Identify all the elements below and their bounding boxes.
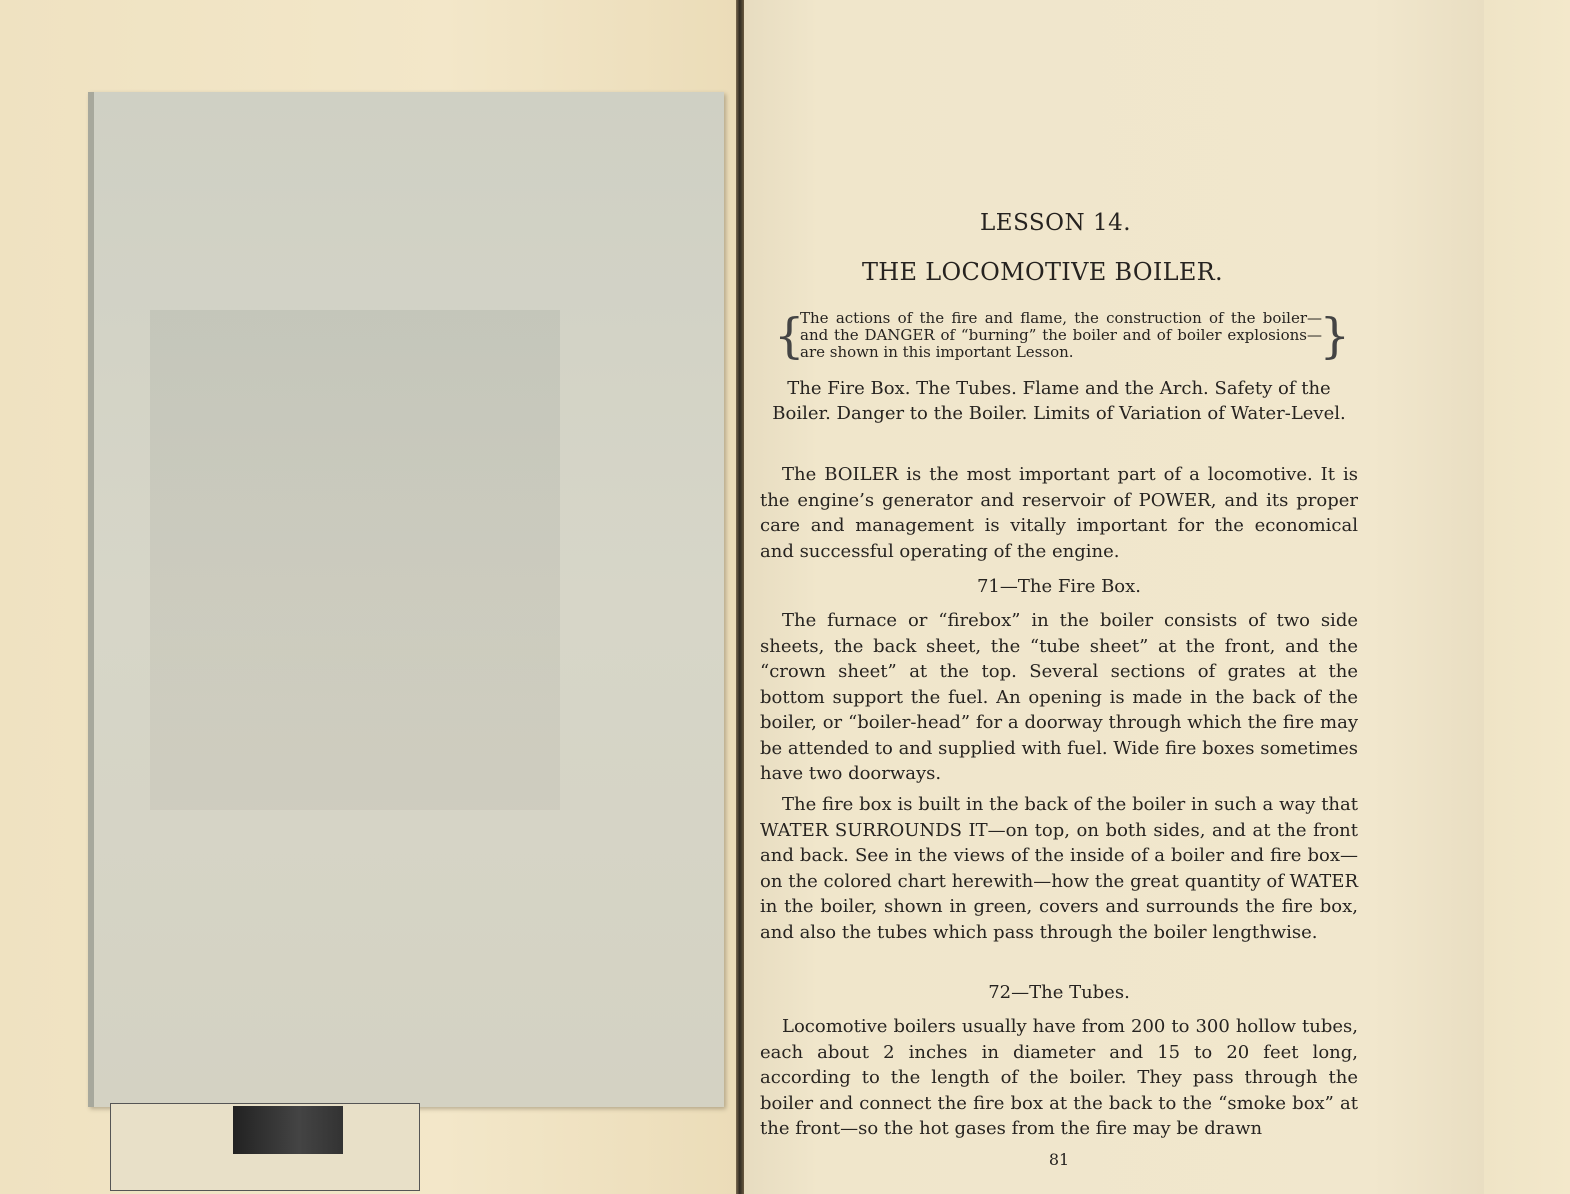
right-brace: }	[1319, 308, 1350, 364]
topics-line: The Fire Box. The Tubes. Flame and the Arch. Safety of the Boiler. Danger to the Boiler. Limits of Variation of Water-Level.	[772, 378, 1346, 424]
section-71-paragraph-2: The fire box is built in the back of the boiler in such a way that WATER SURROUNDS IT—on top, on both sides, and at the front and back. See in the views of the inside of a boiler and fire box—on the colored chart herewith—how the great quantity of WATER in the boiler, shown in green, covers and surrounds the fire box, and also the tubes which pass through the boiler lengthwise.	[760, 794, 1358, 943]
summary-note-text: The actions of the fire and flame, the construction of the boiler—and the DANGER of “burning” the boiler and of boiler explosions—are shown in this important Lesson.	[800, 309, 1322, 361]
left-brace: {	[774, 308, 805, 364]
book-spine	[736, 0, 744, 1194]
section-72-paragraph-1: Locomotive boilers usually have from 200 to 300 hollow tubes, each about 2 inches in diameter and 15 to 20 feet long, according to the length of the boiler. They pass through the boiler and connect the fire box at the back to the “smoke box” at the front—so the hot gases from the fire may be drawn	[760, 1016, 1358, 1139]
section-heading-71: 71—The Fire Box.	[976, 576, 1142, 597]
faded-illustration	[150, 310, 560, 810]
section-71-paragraph-1: The furnace or “firebox” in the boiler consists of two side sheets, the back sheet, the “tube sheet” at the front, and the “crown sheet” at the top. Several sections of grates at the bottom support the fuel. An opening is made in the back of the boiler, or “boiler-head” for a doorway through which the fire may be attended to and supplied with fuel. Wide fire boxes sometimes have two doorways.	[760, 610, 1358, 784]
summary-note	[774, 308, 1350, 364]
intro-paragraph: The BOILER is the most important part of a locomotive. It is the engine’s generator and reservoir of POWER, and its proper care and management is vitally important for the economical and successful operating of the engine.	[760, 464, 1358, 562]
page-edge	[1484, 0, 1570, 1194]
page-number: 81	[1048, 1150, 1070, 1169]
section-heading-72: 72—The Tubes.	[988, 982, 1130, 1003]
underlying-illustration	[110, 1103, 420, 1191]
machine-illustration	[233, 1106, 343, 1154]
lesson-heading: LESSON 14.	[980, 210, 1132, 236]
lesson-title: THE LOCOMOTIVE BOILER.	[862, 258, 1223, 286]
